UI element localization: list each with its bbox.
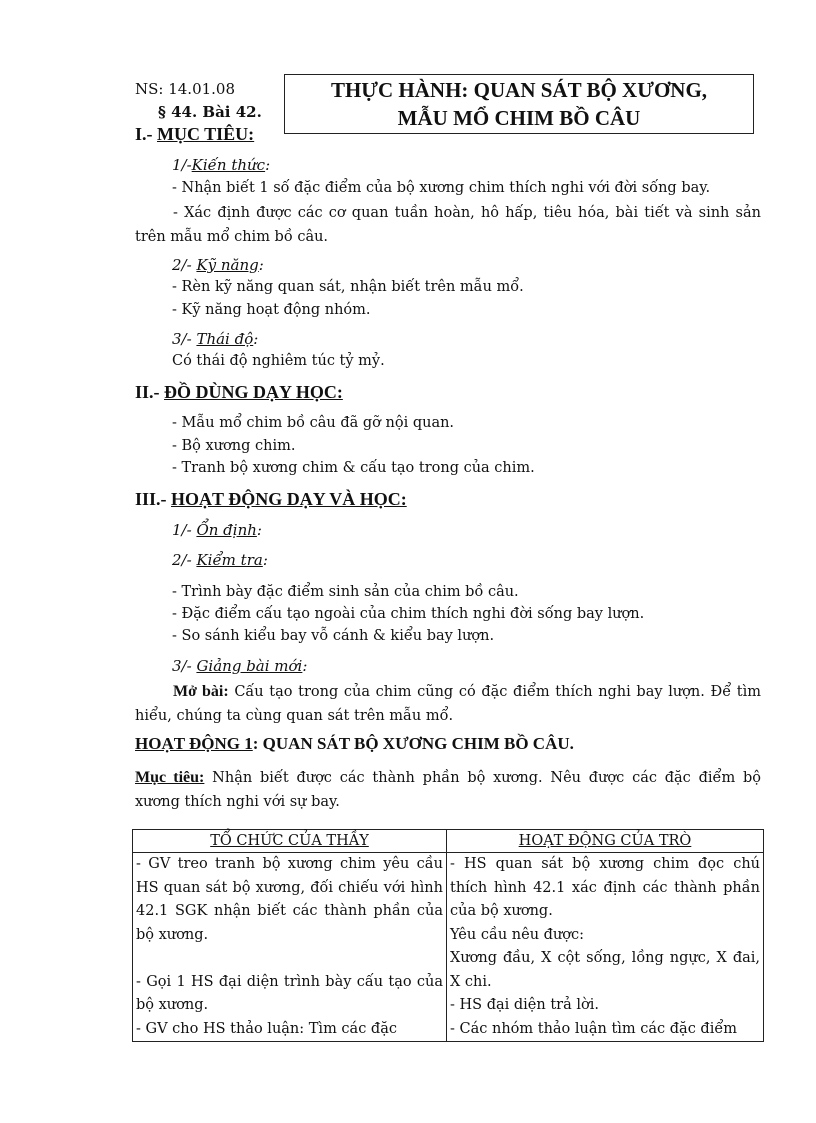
teacher-column-header: TỔ CHỨC CỦA THẦY: [133, 830, 447, 853]
knowledge-item-2: - Xác định được các cơ quan tuần hoàn, hô hấp, tiêu hóa, bài tiết và sinh sản trên mẫu mổ chim bồ câu.: [135, 205, 761, 245]
goal-label: Mục tiêu:: [135, 769, 205, 786]
attitude-text: Có thái độ nghiêm túc tỷ mỷ.: [172, 353, 385, 369]
section-3-heading: III.- HOẠT ĐỘNG DẠY VÀ HỌC:: [135, 489, 407, 509]
title-line-1: THỰC HÀNH: QUAN SÁT BỘ XƯƠNG,: [330, 78, 708, 102]
check-item-1: - Trình bày đặc điểm sinh sản của chim bồ câu.: [172, 584, 519, 600]
skills-item-2: - Kỹ năng hoạt động nhóm.: [172, 302, 371, 318]
intro-text: Cấu tạo trong của chim cũng có đặc điểm thích nghi bay lượn. Để tìm hiểu, chúng ta cùng quan sát trên mẫu mổ.: [135, 684, 761, 724]
skills-item-1: - Rèn kỹ năng quan sát, nhận biết trên mẫu mổ.: [172, 279, 524, 295]
student-cell: [447, 853, 764, 1042]
student-answer: Xương đầu, X cột sống, lồng ngực, X đai, X chi.: [450, 950, 760, 990]
intro-paragraph: [135, 680, 761, 728]
intro-label: Mở bài:: [173, 683, 229, 700]
knowledge-heading: 1/-Kiến thức:: [172, 156, 271, 174]
materials-item-2: - Bộ xương chim.: [172, 438, 296, 454]
student-column-header: HOẠT ĐỘNG CỦA TRÒ: [447, 830, 764, 853]
section-1-heading: I.- MỤC TIÊU:: [135, 124, 255, 144]
skills-heading: 2/- Kỹ năng:: [172, 256, 264, 274]
student-step-2: - HS đại diện trả lời.: [450, 997, 599, 1013]
knowledge-item-1: - Nhận biết 1 số đặc điểm của bộ xương chim thích nghi với đời sống bay.: [172, 180, 711, 196]
table-header-row: [133, 830, 764, 853]
teacher-cell: [133, 853, 447, 1042]
check-item-3: - So sánh kiểu bay vỗ cánh & kiểu bay lượn.: [172, 628, 495, 644]
goal-text: Nhận biết được các thành phần bộ xương. Nêu được các đặc điểm bộ xương thích nghi với sự bay.: [135, 770, 761, 810]
teacher-step-1: - GV treo tranh bộ xương chim yêu cầu HS quan sát bộ xương, đối chiếu với hình 42.1 SGK nhận biết các thành phần của bộ xương.: [136, 856, 443, 943]
title-box: [284, 74, 754, 134]
title-line-2: MẪU MỔ CHIM BỒ CÂU: [397, 106, 641, 130]
section-2-heading: II.- ĐỒ DÙNG DẠY HỌC:: [135, 382, 343, 402]
materials-item-3: - Tranh bộ xương chim & cấu tạo trong của chim.: [172, 460, 535, 476]
spacer: [136, 947, 443, 971]
student-requirement: Yêu cầu nêu được:: [450, 926, 585, 943]
materials-item-1: - Mẫu mổ chim bồ câu đã gỡ nội quan.: [172, 415, 455, 431]
lesson-number: § 44. Bài 42.: [158, 103, 262, 121]
teacher-step-2: - Gọi 1 HS đại diện trình bày cấu tạo của bộ xương.: [136, 973, 443, 1013]
student-step-1: - HS quan sát bộ xương chim đọc chú thích hình 42.1 xác định các thành phần của bộ xương.: [450, 856, 760, 919]
activity-1-goal: [135, 766, 761, 814]
check-heading: 2/- Kiểm tra:: [172, 551, 268, 569]
table-row: [133, 853, 764, 1042]
activity-table: [132, 829, 764, 1042]
check-item-2: - Đặc điểm cấu tạo ngoài của chim thích nghi đời sống bay lượn.: [172, 606, 645, 622]
attitude-heading: 3/- Thái độ:: [172, 330, 259, 348]
student-step-3: - Các nhóm thảo luận tìm các đặc điểm: [450, 1020, 738, 1037]
ns-date: NS: 14.01.08: [135, 80, 236, 98]
newlesson-heading: 3/- Giảng bài mới:: [172, 657, 308, 675]
stabilize-heading: 1/- Ổn định:: [172, 521, 262, 539]
activity-1-heading: HOẠT ĐỘNG 1: QUAN SÁT BỘ XƯƠNG CHIM BỒ CÂU.: [135, 734, 574, 753]
teacher-step-3: - GV cho HS thảo luận: Tìm các đặc: [136, 1020, 397, 1037]
